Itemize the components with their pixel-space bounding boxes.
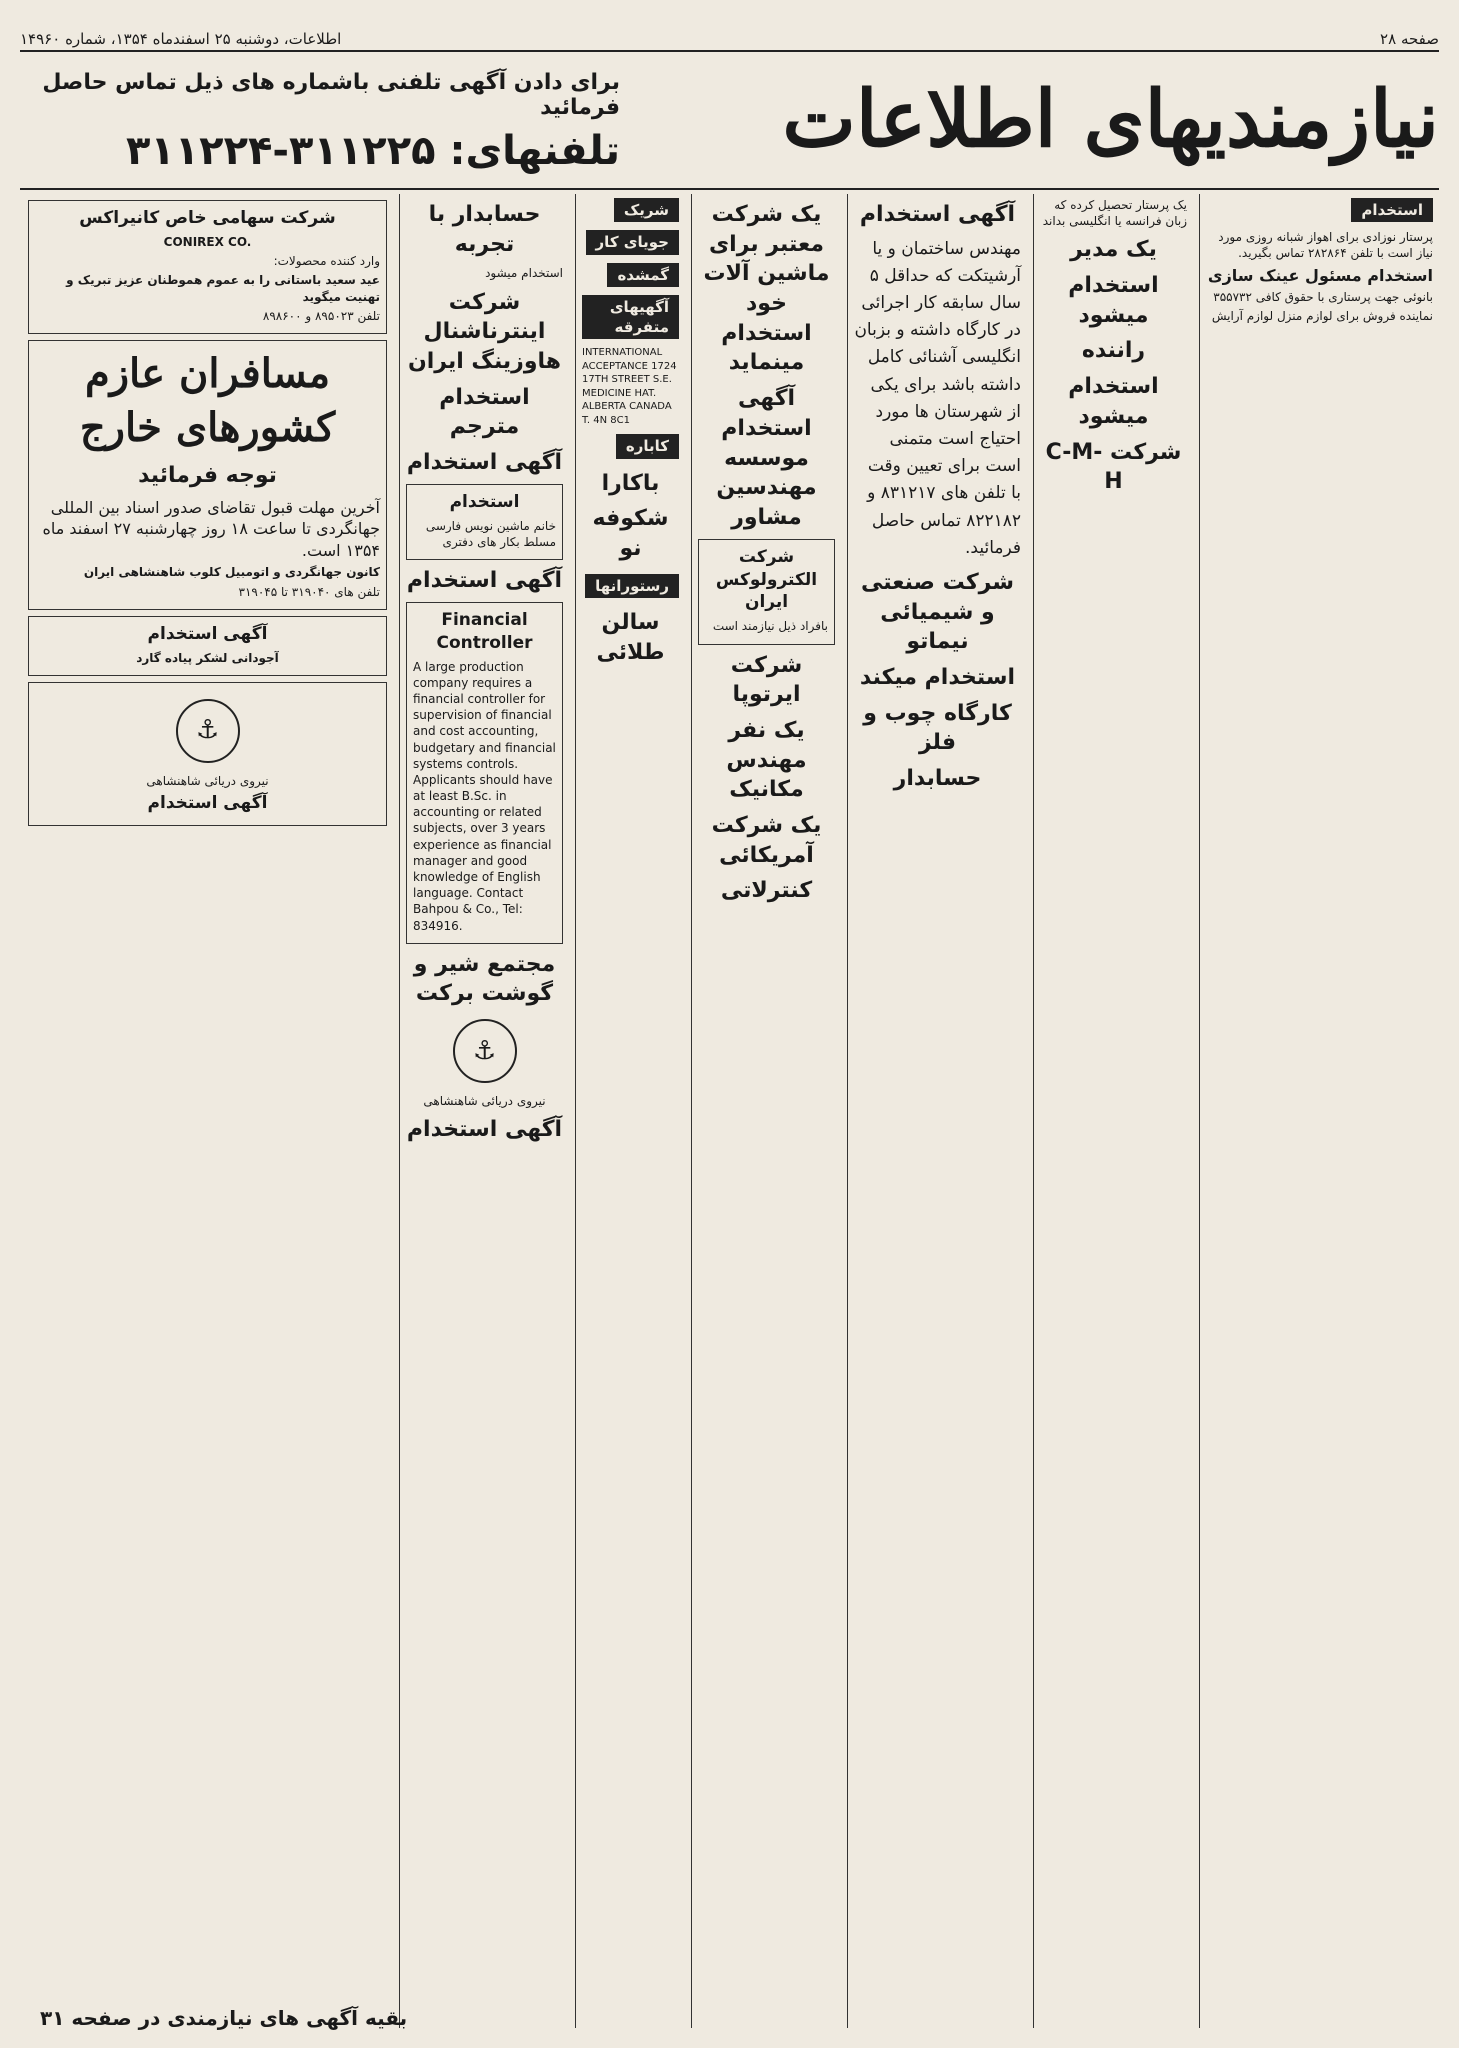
issue-info: اطلاعات، دوشنبه ۲۵ اسفندماه ۱۳۵۴، شماره ۱۴۹۶۰	[20, 30, 342, 48]
electrolux-ad	[698, 539, 835, 645]
ad-title: حسابدار با تجربه	[428, 202, 541, 257]
ad-title: مسافران عازم کشورهای خارج	[79, 349, 336, 451]
ad-title: مجتمع شیر و گوشت برکت	[413, 951, 556, 1007]
ad-subtitle: توجه فرمائید	[138, 462, 277, 488]
ad-title: یک نفر مهندس مکانیک	[726, 717, 807, 803]
ad-title: آگهی استخدام	[406, 450, 563, 475]
page-number: صفحه ۲۸	[1380, 30, 1439, 48]
employment-box	[406, 484, 563, 560]
conirex-ad	[28, 200, 387, 334]
ad-title: آگهی استخدام	[406, 568, 563, 593]
navy-emblem-icon: ⚓	[176, 699, 240, 763]
ad-title: استخدام مسئول عینک سازی	[1207, 265, 1433, 285]
ad-text: خانم ماشین نویس فارسی مسلط بکار های دفتری	[425, 518, 556, 549]
ad-phone: تلفن ۸۹۵۰۲۳ و ۸۹۸۶۰۰	[262, 308, 380, 323]
ad-text: آخرین مهلت قبول تقاضای صدور اسناد بین المللی جهانگردی تا ساعت ۱۸ روز چهارشنبه ۲۷ اسفند ماه ۱۳۵۴ است.	[42, 497, 380, 560]
column-6	[399, 194, 569, 2028]
navy-name: نیروی دریائی شاهنشاهی	[423, 1094, 546, 1109]
column-right	[1199, 194, 1439, 2028]
section-tag: رستورانها	[585, 574, 679, 598]
column-2	[1033, 194, 1193, 2028]
acceptance-address: INTERNATIONAL ACCEPTANCE 1724 17TH STREET S.E. MEDICINE HAT. ALBERTA CANADA T. 4N 8C1	[582, 347, 677, 426]
ad-title: استخدام مترجم	[439, 384, 530, 440]
section-tag: آگهیهای متفرقه	[582, 295, 679, 340]
ad-title: شرکت سهامی خاص کانیراکس	[79, 208, 336, 228]
travelers-ad	[28, 340, 387, 610]
ad-title: شرکت C-M-H	[1045, 439, 1182, 495]
column-4	[691, 194, 841, 2028]
ad-text: کانون جهانگردی و اتومبیل کلوب شاهنشاهی ایران	[83, 565, 380, 580]
ad-columns	[20, 188, 1439, 2028]
ad-title: حسابدار	[893, 766, 982, 792]
ad-title: سالن طلائی	[596, 609, 665, 665]
notice-phones: تلفنهای: ۳۱۱۲۲۵-۳۱۱۲۲۴	[125, 128, 620, 174]
ad-text: نماینده فروش برای لوازم منزل لوازم آرایش	[1211, 309, 1433, 324]
ad-title: آگهی استخدام	[859, 202, 1016, 227]
ad-title: آگهی استخدام	[406, 1117, 563, 1143]
ad-title: شرکت صنعتی و شیمیائی نیماتو	[861, 569, 1014, 655]
guard-ad	[28, 616, 387, 676]
ad-phone: تلفن های ۳۱۹۰۴۰ تا ۳۱۹۰۴۵	[238, 584, 380, 599]
ad-title: راننده	[1081, 338, 1146, 364]
navy-name: نیروی دریائی شاهنشاهی	[146, 773, 269, 788]
ad-title: باکارا	[601, 470, 660, 496]
navy-emblem-icon: ⚓	[453, 1019, 517, 1083]
ad-title: یک شرکت آمریکائی	[711, 813, 822, 868]
page-header	[20, 28, 1439, 52]
ad-text: یک پرستار تحصیل کرده که زبان فرانسه یا انگلیسی بداند	[1042, 198, 1187, 229]
ad-text: مهندس ساختمان و یا آرشیتکت که حداقل ۵ سال سابقه کار اجرائی در کارگاه داشته و بزبان انگلیسی آشنائی کامل داشته باشد برای یکی از شهرستان ها مورد احتیاج است متمنی است برای تعیین وقت با تلفن های ۸۳۱۲۱۷ و ۸۲۲۱۸۲ تماس حاصل فرمائید.	[854, 238, 1021, 558]
section-tag: شریک	[614, 198, 679, 222]
ad-title: استخدام میشود	[1068, 374, 1159, 429]
footer-note: بقیه آگهی های نیازمندی در صفحه ۳۱	[40, 2006, 408, 2030]
ad-title: آگهی استخدام	[147, 793, 268, 814]
section-tag: کاباره	[616, 434, 679, 458]
masthead-title: نیازمندیهای اطلاعات	[782, 74, 1439, 165]
ad-title: آگهی استخدام موسسه مهندسین مشاور	[716, 386, 817, 530]
ad-title: کارگاه چوب و فلز	[863, 700, 1012, 756]
section-tag-employment: استخدام	[1351, 198, 1433, 222]
ad-title: شکوفه نو	[592, 506, 669, 561]
column-3	[847, 194, 1027, 2028]
notice-line: برای دادن آگهی تلفنی باشماره های ذیل تماس حاصل فرمائید	[42, 70, 620, 120]
section-tag: گمشده	[607, 263, 679, 287]
top-notice	[20, 70, 620, 180]
ad-title: استخدام میشود	[1068, 273, 1159, 328]
column-left	[22, 194, 393, 2028]
ad-text: وارد کننده محصولات:	[273, 254, 380, 269]
ad-title: شرکت ایرتوپا	[730, 652, 803, 708]
ad-title: شرکت اینترناشنال هاوزینگ ایران	[407, 289, 562, 374]
ad-title: شرکت الکترولوکس ایران	[715, 546, 818, 613]
ad-title: Financial Controller	[436, 609, 533, 653]
ad-text: A large production company requires a financial controller for supervision of financial and cost accounting, budgetary and financial systems controls. Applicants should have at least B.Sc. in accounting or related subjects, over 3 years experience as financial manager and good knowledge of English language. Contact Bahpou & Co., Tel: 834916.	[413, 659, 556, 933]
financial-controller-ad	[406, 602, 563, 944]
column-5	[575, 194, 685, 2028]
ad-text: عید سعید باستانی را به عموم هموطنان عزیز تبریک و تهنیت میگوید	[66, 273, 380, 304]
ad-title: استخدام	[449, 491, 520, 512]
ad-title: آگهی استخدام	[147, 623, 268, 644]
ad-title: یک شرکت معتبر برای ماشین آلات خود استخدام مینماید	[703, 202, 830, 376]
ad-text: پرستار نوزادی برای اهواز شبانه روزی مورد نیاز است با تلفن ۲۸۲۸۶۴ تماس بگیرید.	[1218, 230, 1433, 261]
ad-text: بانوئی جهت پرستاری با حقوق کافی ۳۵۵۷۳۲	[1213, 290, 1433, 305]
ad-text: استخدام میشود	[485, 266, 563, 281]
ad-title: یک مدیر	[1070, 237, 1157, 263]
ad-title: کنترلاتی	[720, 878, 813, 904]
ad-title: استخدام میکند	[859, 665, 1016, 690]
section-tag: جویای کار	[586, 230, 679, 254]
company-en: CONIREX CO.	[163, 234, 252, 249]
ad-signature: آجودانی لشکر پیاده گارد	[136, 650, 279, 665]
ad-text: بافراد ذیل نیازمند است	[712, 619, 828, 634]
navy-ad	[28, 682, 387, 826]
